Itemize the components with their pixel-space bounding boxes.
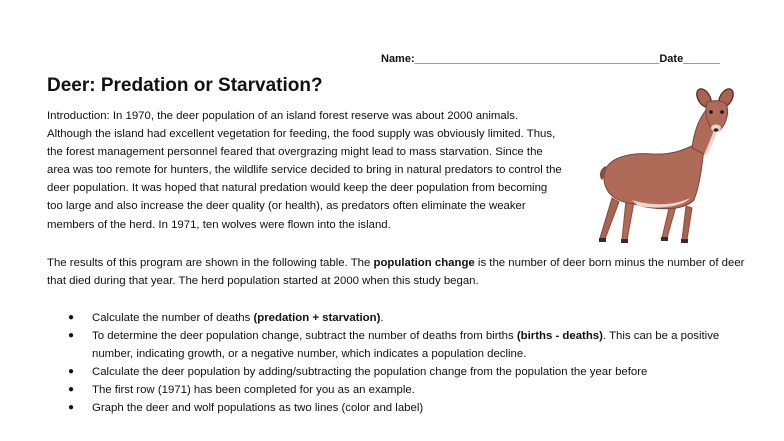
list-item-text: To determine the deer population change, subtract the number of deaths from births	[92, 330, 517, 343]
bullet-icon: ●	[68, 312, 75, 323]
list-item-text: Calculate the number of deaths	[92, 312, 254, 324]
list-item-bold: (births - deaths)	[516, 330, 603, 343]
results-text-2: is the number of deer born minus the number of deer that died during that year. The herd population started at 2000 when this study began.	[47, 257, 745, 288]
name-blank[interactable]: ________________________________________	[414, 53, 660, 65]
bullet-icon: ●	[68, 330, 75, 342]
date-blank[interactable]: ______	[683, 53, 720, 65]
instruction-list	[47, 309, 747, 418]
deer-eye-right	[720, 110, 724, 114]
bullet-icon: ●	[68, 402, 75, 414]
list-item-text-end: .	[380, 312, 384, 324]
list-item-text: Graph the deer and wolf populations as two lines (color and label)	[92, 402, 424, 415]
list-item-text: The first row (1971) has been completed for you as an example.	[92, 384, 415, 397]
list-item	[47, 381, 747, 399]
deer-eye-left	[709, 110, 713, 114]
bullet-icon: ●	[68, 366, 75, 378]
date-label: Date	[659, 53, 684, 65]
name-label: Name:	[381, 53, 415, 65]
list-item-bold: (predation + starvation)	[253, 312, 381, 324]
results-paragraph	[47, 254, 747, 290]
deer-nose	[714, 128, 719, 132]
list-item	[47, 399, 747, 417]
list-item-text: Calculate the deer population by adding/subtracting the population change from the population the year before	[92, 366, 648, 379]
page-title: Deer: Predation or Starvation?	[47, 75, 323, 96]
results-bold: population change	[373, 257, 475, 269]
list-item	[47, 363, 747, 381]
name-date-line	[381, 53, 720, 65]
deer-icon	[574, 88, 764, 248]
list-item	[47, 309, 747, 327]
bullet-icon: ●	[68, 384, 75, 396]
list-item-text-end: . This can be a positive number, indicating growth, or a negative number, which indicates a population decline.	[92, 330, 720, 361]
results-text-1: The results of this program are shown in the following table. The	[47, 257, 374, 269]
deer-hooves	[599, 237, 688, 243]
introduction-paragraph: Introduction: In 1970, the deer population of an island forest reserve was about 2000 animals. Although the island had excellent vegetation for feeding, the food supply was obviously limited. Thus, the forest management personnel feared that overgrazing might lead to mass starvation. Since the area was too remote for hunters, the wildlife service decided to bring in natural predators to control the deer population. It was hoped that natural predation would keep the deer population from becoming too large and also increase the deer quality (or health), as predators often eliminate the weaker members of the herd. In 1971, ten wolves were flown into the island.	[47, 110, 562, 231]
list-item	[47, 327, 747, 363]
